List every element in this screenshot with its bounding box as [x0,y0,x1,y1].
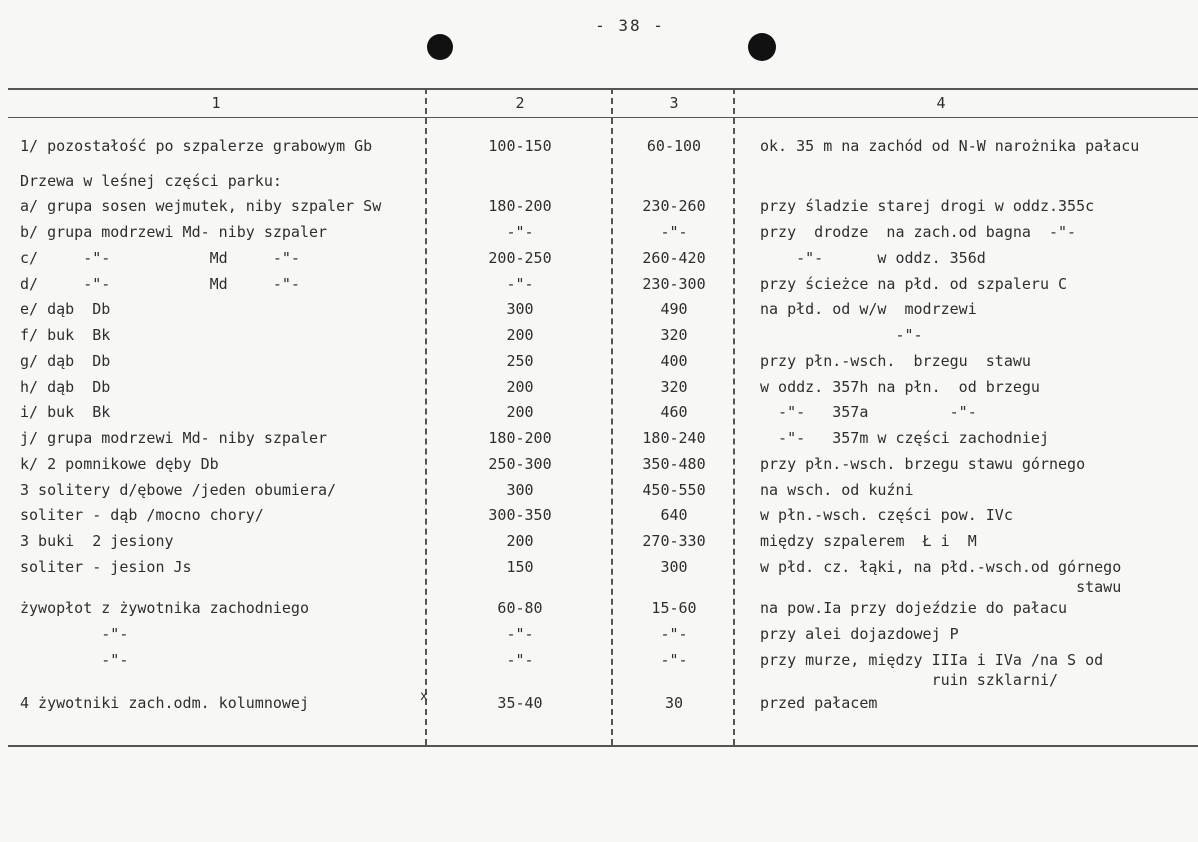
cell-text: 3 buki 2 jesiony [20,532,174,550]
cell-text: -"- w oddz. 356d [760,249,986,267]
cell-text: 320 [660,326,688,344]
cell-c2 [428,506,612,524]
cell-text: w płn.-wsch. części pow. IVc [760,506,1013,524]
cell-c1 [20,352,424,370]
cell-c3 [614,197,734,215]
column-header-1: 1 [211,94,221,112]
cell-c1 [20,481,424,499]
cell-text: przy murze, między IIIa i IVa /na S od [760,651,1104,669]
punch-hole-left [427,34,453,60]
cell-c1 [20,403,424,421]
cell-c2 [428,625,612,643]
cell-c2 [428,326,612,344]
cell-text: 180-240 [642,429,706,447]
cell-c3 [614,352,734,370]
cell-c4 [760,197,1196,215]
cell-c1 [20,275,424,293]
cell-c4 [760,352,1196,370]
table-row [0,506,1198,530]
cell-text: między szpalerem Ł i M [760,532,977,550]
cell-text: 300 [506,481,534,499]
cell-c4 [760,275,1196,293]
margin-mark: x [420,689,428,704]
cell-text: 200 [506,532,534,550]
cell-c4 [760,599,1196,617]
cell-c2 [428,300,612,318]
cell-text: a/ grupa sosen wejmutek, niby szpaler Sw [20,197,382,215]
cell-c4 [760,625,1196,643]
cell-text: 270-330 [642,532,706,550]
cell-text: 30 [664,694,684,712]
cell-text-continued: ruin szklarni/ [760,671,1059,689]
cell-c4 [760,223,1196,241]
cell-text: e/ dąb Db [20,300,111,318]
cell-c1 [20,599,424,617]
cell-text: na płd. od w/w modrzewi [760,300,977,318]
cell-c3 [614,532,734,550]
table-row [0,694,1198,718]
cell-text: soliter - jesion Js [20,558,192,576]
table-row [0,378,1198,402]
cell-text: ok. 35 m na zachód od N-W narożnika pałacu [760,137,1140,155]
cell-c1 [20,172,424,190]
cell-text: na pow.Ia przy dojeździe do pałacu [760,599,1068,617]
cell-c4 [760,694,1196,712]
cell-text: j/ grupa modrzewi Md- niby szpaler [20,429,328,447]
cell-text: i/ buk Bk [20,403,111,421]
cell-text: b/ grupa modrzewi Md- niby szpaler [20,223,328,241]
cell-c1 [20,326,424,344]
cell-c3 [614,249,734,267]
table-row [0,429,1198,453]
cell-c1 [20,197,424,215]
table-row [0,651,1198,689]
cell-text: -"- [506,651,534,669]
cell-c1 [20,532,424,550]
cell-text: 15-60 [651,599,697,617]
cell-text: 100-150 [488,137,552,155]
cell-text: 250-300 [488,455,552,473]
column-header-3: 3 [669,94,679,112]
cell-text: 460 [660,403,688,421]
cell-c2 [428,403,612,421]
cell-c3 [614,275,734,293]
cell-text: 320 [660,378,688,396]
cell-c2 [428,378,612,396]
cell-c3 [614,558,734,576]
cell-c2 [428,455,612,473]
table-row [0,455,1198,479]
table-row [0,352,1198,376]
cell-c3 [614,599,734,617]
cell-c3 [614,651,734,669]
cell-text: -"- [660,223,688,241]
cell-text: 400 [660,352,688,370]
table-row [0,275,1198,299]
cell-text: żywopłot z żywotnika zachodniego [20,599,309,617]
table-row [0,326,1198,350]
cell-text: -"- [506,223,534,241]
cell-text: -"- [660,625,688,643]
cell-text: 60-100 [646,137,702,155]
cell-text: 35-40 [497,694,543,712]
cell-text: -"- [506,625,534,643]
cell-c1 [20,506,424,524]
cell-c2 [428,481,612,499]
cell-text-continued: stawu [760,578,1122,596]
table-top-rule [8,88,1198,90]
cell-text: 180-200 [488,429,552,447]
cell-c1 [20,455,424,473]
cell-text: 640 [660,506,688,524]
cell-c2 [428,137,612,155]
cell-c3 [614,300,734,318]
table-row [0,249,1198,273]
cell-text: Drzewa w leśnej części parku: [20,172,282,190]
cell-text: -"- [506,275,534,293]
cell-c2 [428,651,612,669]
cell-text: 350-480 [642,455,706,473]
column-header-2: 2 [515,94,525,112]
cell-c3 [614,625,734,643]
table-row [0,481,1198,505]
cell-text: w oddz. 357h na płn. od brzegu [760,378,1040,396]
cell-c4 [760,300,1196,318]
cell-text: 200 [506,403,534,421]
table-header-rule [8,117,1198,118]
cell-text: przed pałacem [760,694,878,712]
table-row [0,403,1198,427]
cell-c4 [760,558,1196,596]
cell-c1 [20,694,424,712]
cell-c2 [428,429,612,447]
cell-text: h/ dąb Db [20,378,111,396]
cell-c2 [428,352,612,370]
cell-text: g/ dąb Db [20,352,111,370]
cell-c4 [760,378,1196,396]
cell-c1 [20,137,424,155]
cell-c1 [20,223,424,241]
table-bottom-rule [8,745,1198,747]
cell-c4 [760,506,1196,524]
cell-c4 [760,532,1196,550]
cell-c3 [614,223,734,241]
cell-c3 [614,455,734,473]
table-row [0,223,1198,247]
cell-c1 [20,300,424,318]
cell-c3 [614,137,734,155]
cell-text: -"- [20,651,129,669]
table-row [0,558,1198,596]
cell-c2 [428,599,612,617]
cell-c3 [614,506,734,524]
cell-c3 [614,694,734,712]
cell-c1 [20,249,424,267]
cell-text: 3 solitery d/ębowe /jeden obumiera/ [20,481,337,499]
table-row [0,599,1198,623]
punch-hole-right [748,33,776,61]
cell-text: przy drodze na zach.od bagna -"- [760,223,1077,241]
cell-c4 [760,651,1196,689]
cell-text: 200-250 [488,249,552,267]
cell-c4 [760,429,1196,447]
cell-c4 [760,137,1196,155]
table-row [0,197,1198,221]
column-header-4: 4 [936,94,946,112]
cell-c1 [20,429,424,447]
cell-c1 [20,625,424,643]
cell-c4 [760,455,1196,473]
cell-c3 [614,429,734,447]
cell-c1 [20,651,424,669]
cell-text: k/ 2 pomnikowe dęby Db [20,455,219,473]
cell-c2 [428,532,612,550]
cell-text: na wsch. od kuźni [760,481,914,499]
cell-text: przy płn.-wsch. brzegu stawu [760,352,1031,370]
page-number: - 38 - [595,16,665,35]
cell-text: -"- [20,625,129,643]
cell-text: przy płn.-wsch. brzegu stawu górnego [760,455,1086,473]
cell-text: 450-550 [642,481,706,499]
cell-text: przy ścieżce na płd. od szpaleru C [760,275,1068,293]
cell-text: 60-80 [497,599,543,617]
cell-text: f/ buk Bk [20,326,111,344]
cell-text: przy alei dojazdowej P [760,625,959,643]
table-row [0,625,1198,649]
cell-c3 [614,378,734,396]
cell-text: 150 [506,558,534,576]
cell-c4 [760,481,1196,499]
cell-text: 250 [506,352,534,370]
cell-c2 [428,223,612,241]
cell-text: 4 żywotniki zach.odm. kolumnowej [20,694,309,712]
cell-text: -"- 357a -"- [760,403,977,421]
cell-c3 [614,326,734,344]
cell-text: 300 [660,558,688,576]
cell-c2 [428,275,612,293]
table-row [0,172,1198,196]
cell-c1 [20,558,424,576]
cell-c4 [760,249,1196,267]
cell-text: 260-420 [642,249,706,267]
cell-text: d/ -"- Md -"- [20,275,300,293]
cell-text: 230-260 [642,197,706,215]
cell-c1 [20,378,424,396]
cell-text: 230-300 [642,275,706,293]
table-row [0,300,1198,324]
cell-text: -"- 357m w części zachodniej [760,429,1049,447]
cell-c3 [614,481,734,499]
table-row [0,532,1198,556]
cell-text: soliter - dąb /mocno chory/ [20,506,264,524]
cell-c3 [614,403,734,421]
cell-text: 200 [506,378,534,396]
cell-c4 [760,326,1196,344]
cell-text: 300 [506,300,534,318]
cell-c4 [760,403,1196,421]
cell-text: -"- [760,326,923,344]
table-row [0,137,1198,161]
cell-text: 180-200 [488,197,552,215]
cell-text: 490 [660,300,688,318]
cell-text: 1/ pozostałość po szpalerze grabowym Gb [20,137,373,155]
cell-text: c/ -"- Md -"- [20,249,300,267]
cell-text: przy śladzie starej drogi w oddz.355c [760,197,1095,215]
cell-text: w płd. cz. łąki, na płd.-wsch.od górnego [760,558,1122,576]
cell-c2 [428,694,612,712]
cell-text: -"- [660,651,688,669]
cell-c2 [428,558,612,576]
cell-text: 200 [506,326,534,344]
cell-c2 [428,249,612,267]
cell-c2 [428,197,612,215]
cell-text: 300-350 [488,506,552,524]
